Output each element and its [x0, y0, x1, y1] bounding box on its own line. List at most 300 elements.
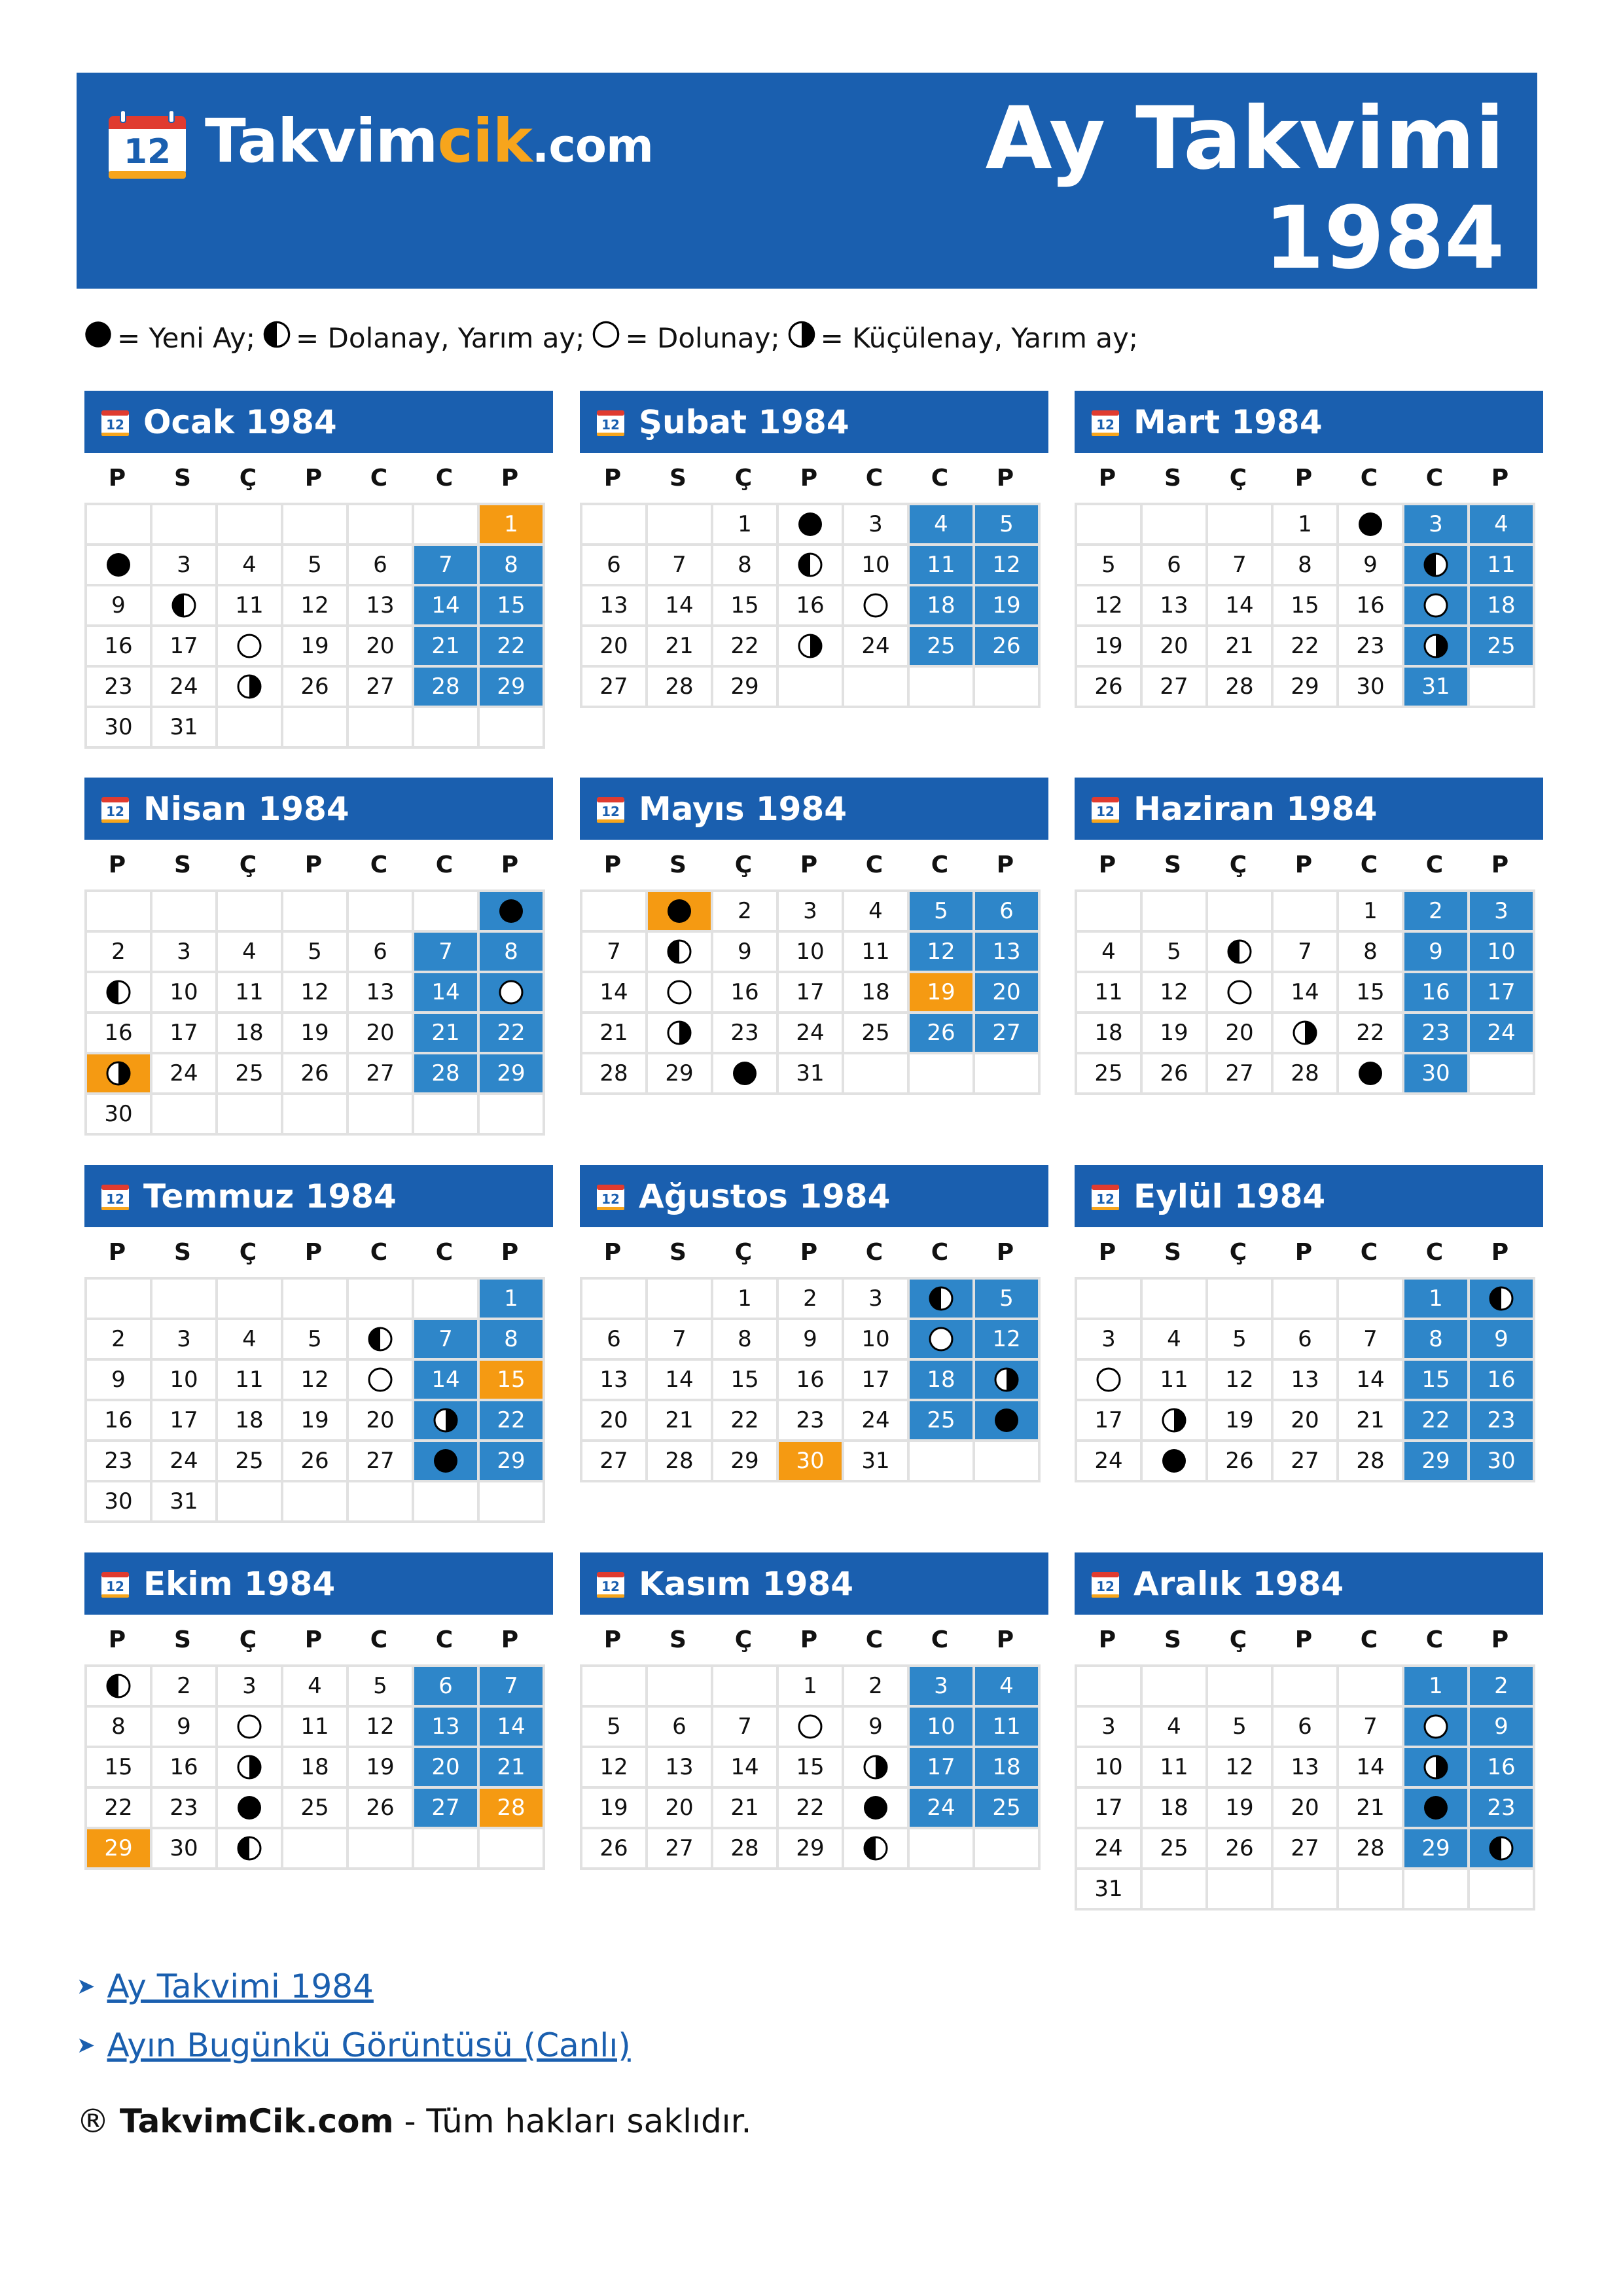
- day-cell: 19: [283, 1014, 349, 1054]
- footer-text: - Tüm hakları saklıdır.: [393, 2102, 752, 2140]
- empty-day-cell: [975, 1829, 1041, 1870]
- month-title: Temmuz 1984: [143, 1177, 397, 1215]
- month-calendar: [1075, 391, 1543, 708]
- weekday-label: Ç: [1229, 464, 1247, 492]
- day-cell: 9: [87, 586, 152, 627]
- day-cell: [1077, 1361, 1143, 1401]
- logo-number: 12: [123, 132, 171, 171]
- empty-day-cell: [414, 1095, 480, 1136]
- day-cell: 28: [414, 1054, 480, 1095]
- day-cell: 10: [1077, 1748, 1143, 1789]
- empty-day-cell: [1143, 505, 1208, 546]
- day-cell: [218, 1748, 283, 1789]
- day-cell: 11: [910, 546, 975, 586]
- weekday-label: P: [996, 851, 1014, 878]
- day-cell: 29: [779, 1829, 844, 1870]
- day-cell: 1: [713, 505, 779, 546]
- day-cell: 30: [87, 1482, 152, 1523]
- first-quarter-icon: [1422, 551, 1450, 579]
- days-grid: [1075, 889, 1535, 1095]
- day-cell: [1339, 1054, 1404, 1095]
- day-cell: 24: [1077, 1442, 1143, 1482]
- day-cell: 9: [1470, 1708, 1535, 1748]
- day-cell: 14: [414, 1361, 480, 1401]
- full-moon-icon: [366, 1366, 394, 1393]
- day-cell: [218, 1708, 283, 1748]
- day-cell: 22: [1404, 1401, 1470, 1442]
- full-moon-icon: [862, 592, 889, 619]
- day-cell: 12: [975, 1320, 1041, 1361]
- month-calendar: [580, 391, 1048, 708]
- day-cell: [218, 668, 283, 708]
- day-cell: 21: [582, 1014, 648, 1054]
- day-cell: 3: [152, 933, 218, 973]
- calendar-icon: [596, 407, 626, 437]
- day-cell: 16: [87, 1401, 152, 1442]
- day-cell: 22: [1274, 627, 1339, 668]
- day-cell: 4: [975, 1667, 1041, 1708]
- month-header: [84, 1552, 553, 1615]
- day-cell: 14: [1339, 1361, 1404, 1401]
- day-cell: 19: [1208, 1789, 1274, 1829]
- day-cell: 22: [480, 1401, 545, 1442]
- day-cell: [1208, 933, 1274, 973]
- month-calendar: [580, 1552, 1048, 1870]
- day-cell: [480, 973, 545, 1014]
- weekday-label: S: [1164, 1626, 1181, 1653]
- day-cell: 25: [1077, 1054, 1143, 1095]
- new-moon-icon: [1357, 1060, 1384, 1087]
- day-cell: [349, 1320, 414, 1361]
- weekday-label: Ç: [734, 1626, 753, 1653]
- full-moon-icon: [497, 978, 525, 1006]
- day-cell: 17: [910, 1748, 975, 1789]
- weekday-label: Ç: [239, 464, 257, 492]
- month-header: [580, 1552, 1048, 1615]
- day-cell: 20: [1274, 1789, 1339, 1829]
- day-cell: 18: [910, 586, 975, 627]
- day-cell: [844, 1789, 910, 1829]
- day-cell: 16: [713, 973, 779, 1014]
- new-moon-icon: [731, 1060, 758, 1087]
- weekday-label: P: [501, 1626, 519, 1653]
- last-quarter-icon: [105, 1060, 132, 1087]
- day-cell: 23: [87, 1442, 152, 1482]
- day-cell: [648, 1014, 713, 1054]
- last-quarter-icon: [666, 1019, 693, 1047]
- empty-day-cell: [349, 1482, 414, 1523]
- empty-day-cell: [349, 1829, 414, 1870]
- empty-day-cell: [1404, 1870, 1470, 1910]
- day-cell: 15: [1274, 586, 1339, 627]
- day-cell: 13: [414, 1708, 480, 1748]
- day-cell: 27: [582, 668, 648, 708]
- legend-first-quarter-label: = Dolanay, Yarım ay;: [295, 321, 585, 354]
- day-cell: 23: [87, 668, 152, 708]
- calendar-icon: [596, 1569, 626, 1599]
- weekday-label: P: [603, 1238, 622, 1266]
- day-cell: 19: [1208, 1401, 1274, 1442]
- day-cell: 17: [152, 627, 218, 668]
- weekday-label: C: [1360, 1626, 1378, 1653]
- empty-day-cell: [1208, 1667, 1274, 1708]
- day-cell: 18: [1077, 1014, 1143, 1054]
- link-item[interactable]: [77, 2016, 631, 2075]
- empty-day-cell: [218, 505, 283, 546]
- day-cell: 21: [414, 627, 480, 668]
- day-cell: [844, 1748, 910, 1789]
- day-cell: [87, 973, 152, 1014]
- weekday-header: [84, 453, 553, 503]
- day-cell: 7: [648, 546, 713, 586]
- day-cell: [648, 892, 713, 933]
- weekday-label: C: [865, 851, 883, 878]
- empty-day-cell: [1470, 1054, 1535, 1095]
- day-cell: [1208, 973, 1274, 1014]
- weekday-label: C: [1425, 1626, 1444, 1653]
- empty-day-cell: [87, 505, 152, 546]
- day-cell: 5: [1208, 1708, 1274, 1748]
- day-cell: 18: [910, 1361, 975, 1401]
- day-cell: 6: [648, 1708, 713, 1748]
- day-cell: 26: [1208, 1829, 1274, 1870]
- day-cell: 14: [713, 1748, 779, 1789]
- day-cell: 14: [648, 1361, 713, 1401]
- weekday-label: C: [931, 851, 949, 878]
- empty-day-cell: [349, 1280, 414, 1320]
- day-cell: 12: [283, 973, 349, 1014]
- day-cell: 16: [1339, 586, 1404, 627]
- weekday-label: P: [1491, 851, 1509, 878]
- weekday-label: C: [931, 464, 949, 492]
- new-moon-icon: [497, 897, 525, 925]
- day-cell: 20: [582, 1401, 648, 1442]
- calendar-icon: [100, 794, 130, 824]
- month-calendar: [1075, 1552, 1543, 1910]
- day-cell: 19: [975, 586, 1041, 627]
- first-quarter-icon: [105, 978, 132, 1006]
- month-header: [84, 778, 553, 840]
- empty-day-cell: [1143, 1667, 1208, 1708]
- day-cell: 20: [648, 1789, 713, 1829]
- weekday-label: C: [370, 464, 388, 492]
- day-cell: 3: [1404, 505, 1470, 546]
- day-cell: 20: [414, 1748, 480, 1789]
- day-cell: 26: [283, 1442, 349, 1482]
- day-cell: 27: [1274, 1442, 1339, 1482]
- weekday-label: S: [174, 464, 191, 492]
- month-calendar: [84, 778, 553, 1136]
- day-cell: 1: [1274, 505, 1339, 546]
- arrow-right-icon: ➤: [77, 2032, 96, 2058]
- day-cell: 16: [87, 627, 152, 668]
- weekday-label: S: [669, 1238, 687, 1266]
- days-grid: [84, 1664, 545, 1870]
- weekday-label: C: [1425, 1238, 1444, 1266]
- day-cell: 5: [1143, 933, 1208, 973]
- month-title: Nisan 1984: [143, 789, 349, 828]
- day-cell: 1: [1404, 1667, 1470, 1708]
- moon-phase-legend: [83, 319, 1145, 356]
- weekday-label: P: [996, 464, 1014, 492]
- day-cell: 6: [414, 1667, 480, 1708]
- day-cell: 21: [1339, 1789, 1404, 1829]
- day-cell: [910, 1280, 975, 1320]
- empty-day-cell: [283, 505, 349, 546]
- weekday-label: P: [108, 851, 126, 878]
- last-quarter-icon: [1160, 1407, 1188, 1434]
- days-grid: [580, 503, 1041, 708]
- last-quarter-icon: [993, 1366, 1020, 1393]
- empty-day-cell: [844, 668, 910, 708]
- day-cell: 17: [1077, 1401, 1143, 1442]
- day-cell: 1: [1339, 892, 1404, 933]
- day-cell: [1470, 1829, 1535, 1870]
- weekday-header: [1075, 840, 1543, 889]
- empty-day-cell: [218, 892, 283, 933]
- day-cell: 14: [1274, 973, 1339, 1014]
- weekday-label: C: [1360, 1238, 1378, 1266]
- empty-day-cell: [910, 1054, 975, 1095]
- day-cell: 19: [1143, 1014, 1208, 1054]
- day-cell: 2: [1470, 1667, 1535, 1708]
- weekday-label: P: [800, 851, 818, 878]
- day-cell: 15: [480, 586, 545, 627]
- footer-brand: TakvimCik.com: [119, 2102, 394, 2140]
- empty-day-cell: [480, 708, 545, 749]
- full-moon-icon: [236, 1713, 263, 1740]
- calendar-icon-number: 12: [1096, 1191, 1115, 1207]
- day-cell: 13: [1274, 1361, 1339, 1401]
- day-cell: 11: [218, 1361, 283, 1401]
- day-cell: [975, 1401, 1041, 1442]
- weekday-header: [580, 1615, 1048, 1664]
- days-grid: [580, 1664, 1041, 1870]
- day-cell: 4: [910, 505, 975, 546]
- empty-day-cell: [582, 1667, 648, 1708]
- month-header: [580, 1165, 1048, 1227]
- day-cell: 4: [844, 892, 910, 933]
- empty-day-cell: [975, 668, 1041, 708]
- weekday-label: Ç: [239, 1626, 257, 1653]
- day-cell: 29: [1404, 1829, 1470, 1870]
- day-cell: 31: [1077, 1870, 1143, 1910]
- month-title: Haziran 1984: [1133, 789, 1378, 828]
- legend-last-quarter-label: = Küçülenay, Yarım ay;: [820, 321, 1138, 354]
- brand-accent: cik: [437, 106, 532, 176]
- empty-day-cell: [414, 892, 480, 933]
- weekday-label: P: [304, 464, 323, 492]
- empty-day-cell: [1077, 1667, 1143, 1708]
- first-quarter-icon: [170, 592, 198, 619]
- empty-day-cell: [152, 1095, 218, 1136]
- link-item[interactable]: [77, 1957, 631, 2016]
- weekday-label: Ç: [239, 1238, 257, 1266]
- day-cell: [779, 627, 844, 668]
- days-grid: [1075, 1664, 1535, 1910]
- page-title-line1: Ay Takvimi: [985, 88, 1505, 189]
- day-cell: 19: [349, 1748, 414, 1789]
- day-cell: 15: [779, 1748, 844, 1789]
- day-cell: 10: [910, 1708, 975, 1748]
- day-cell: [1339, 505, 1404, 546]
- day-cell: 21: [414, 1014, 480, 1054]
- day-cell: 7: [582, 933, 648, 973]
- day-cell: 21: [648, 1401, 713, 1442]
- empty-day-cell: [87, 892, 152, 933]
- day-cell: 13: [1143, 586, 1208, 627]
- brand-logo[interactable]: [205, 105, 653, 177]
- day-cell: [713, 1054, 779, 1095]
- day-cell: 4: [1143, 1320, 1208, 1361]
- empty-day-cell: [844, 1054, 910, 1095]
- empty-day-cell: [414, 1482, 480, 1523]
- day-cell: 20: [349, 1014, 414, 1054]
- day-cell: 3: [218, 1667, 283, 1708]
- moon-calendar-link[interactable]: Ay Takvimi 1984: [107, 1967, 374, 2005]
- weekday-label: P: [304, 1238, 323, 1266]
- day-cell: 11: [1077, 973, 1143, 1014]
- calendar-icon-number: 12: [1096, 1578, 1115, 1594]
- empty-day-cell: [283, 1280, 349, 1320]
- day-cell: 7: [1339, 1320, 1404, 1361]
- first-quarter-icon: [1226, 938, 1253, 965]
- empty-day-cell: [975, 1054, 1041, 1095]
- day-cell: 18: [844, 973, 910, 1014]
- day-cell: 4: [218, 933, 283, 973]
- day-cell: 13: [975, 933, 1041, 973]
- day-cell: [480, 892, 545, 933]
- calendar-icon-number: 12: [1096, 416, 1115, 433]
- new-moon-icon: [796, 511, 824, 538]
- empty-day-cell: [283, 892, 349, 933]
- weekday-label: P: [800, 464, 818, 492]
- day-cell: 5: [975, 1280, 1041, 1320]
- day-cell: 8: [1404, 1320, 1470, 1361]
- day-cell: 15: [480, 1361, 545, 1401]
- day-cell: 16: [779, 586, 844, 627]
- weekday-label: Ç: [1229, 1238, 1247, 1266]
- day-cell: 16: [1470, 1361, 1535, 1401]
- day-cell: 22: [480, 1014, 545, 1054]
- day-cell: 6: [349, 933, 414, 973]
- day-cell: 12: [582, 1748, 648, 1789]
- day-cell: 6: [1274, 1708, 1339, 1748]
- empty-day-cell: [218, 1095, 283, 1136]
- day-cell: 2: [87, 933, 152, 973]
- day-cell: 2: [1404, 892, 1470, 933]
- month-title: Mart 1984: [1133, 403, 1323, 441]
- day-cell: 7: [414, 933, 480, 973]
- day-cell: 20: [349, 1401, 414, 1442]
- day-cell: [1143, 1401, 1208, 1442]
- day-cell: [87, 1667, 152, 1708]
- empty-day-cell: [1077, 1280, 1143, 1320]
- day-cell: 1: [713, 1280, 779, 1320]
- day-cell: [1470, 1280, 1535, 1320]
- day-cell: 10: [1470, 933, 1535, 973]
- day-cell: 9: [1404, 933, 1470, 973]
- weekday-label: C: [1425, 851, 1444, 878]
- full-moon-icon: [236, 632, 263, 660]
- day-cell: 5: [910, 892, 975, 933]
- weekday-header: [84, 1615, 553, 1664]
- weekday-label: C: [435, 1626, 454, 1653]
- day-cell: 6: [349, 546, 414, 586]
- day-cell: 14: [1208, 586, 1274, 627]
- day-cell: 11: [218, 973, 283, 1014]
- day-cell: [779, 505, 844, 546]
- empty-day-cell: [1208, 1280, 1274, 1320]
- weekday-label: P: [1098, 851, 1116, 878]
- day-cell: 17: [1077, 1789, 1143, 1829]
- day-cell: 7: [480, 1667, 545, 1708]
- day-cell: 11: [975, 1708, 1041, 1748]
- day-cell: 11: [283, 1708, 349, 1748]
- day-cell: 28: [648, 1442, 713, 1482]
- calendar-icon: [100, 1569, 130, 1599]
- day-cell: 27: [1208, 1054, 1274, 1095]
- empty-day-cell: [1143, 892, 1208, 933]
- day-cell: [414, 1442, 480, 1482]
- day-cell: 25: [218, 1442, 283, 1482]
- weekday-header: [1075, 1615, 1543, 1664]
- day-cell: 21: [1208, 627, 1274, 668]
- weekday-label: C: [865, 464, 883, 492]
- new-moon-icon: [105, 551, 132, 579]
- day-cell: 10: [779, 933, 844, 973]
- day-cell: 22: [713, 1401, 779, 1442]
- day-cell: 3: [1077, 1320, 1143, 1361]
- full-moon-icon: [666, 978, 693, 1006]
- weekday-label: P: [304, 1626, 323, 1653]
- day-cell: 10: [152, 973, 218, 1014]
- first-quarter-icon: [1488, 1285, 1515, 1312]
- empty-day-cell: [648, 505, 713, 546]
- live-moon-link[interactable]: Ayın Bugünkü Görüntüsü (Canlı): [107, 2026, 631, 2064]
- day-cell: 19: [582, 1789, 648, 1829]
- day-cell: 8: [713, 546, 779, 586]
- empty-day-cell: [910, 668, 975, 708]
- day-cell: 3: [1470, 892, 1535, 933]
- day-cell: 12: [1077, 586, 1143, 627]
- day-cell: 2: [779, 1280, 844, 1320]
- weekday-label: P: [996, 1626, 1014, 1653]
- weekday-label: C: [1360, 851, 1378, 878]
- day-cell: 9: [844, 1708, 910, 1748]
- weekday-label: S: [669, 851, 687, 878]
- month-title: Eylül 1984: [1133, 1177, 1326, 1215]
- weekday-label: P: [108, 1238, 126, 1266]
- empty-day-cell: [480, 1482, 545, 1523]
- month-header: [1075, 391, 1543, 453]
- first-quarter-icon: [262, 319, 292, 356]
- month-calendar: [580, 1165, 1048, 1482]
- day-cell: 15: [1404, 1361, 1470, 1401]
- day-cell: 12: [349, 1708, 414, 1748]
- empty-day-cell: [582, 1280, 648, 1320]
- day-cell: 2: [844, 1667, 910, 1708]
- weekday-label: C: [370, 851, 388, 878]
- day-cell: 10: [844, 546, 910, 586]
- empty-day-cell: [1339, 1667, 1404, 1708]
- day-cell: 8: [480, 933, 545, 973]
- calendar-icon-number: 12: [601, 1191, 620, 1207]
- day-cell: 26: [975, 627, 1041, 668]
- day-cell: 29: [648, 1054, 713, 1095]
- day-cell: 21: [1339, 1401, 1404, 1442]
- day-cell: 2: [87, 1320, 152, 1361]
